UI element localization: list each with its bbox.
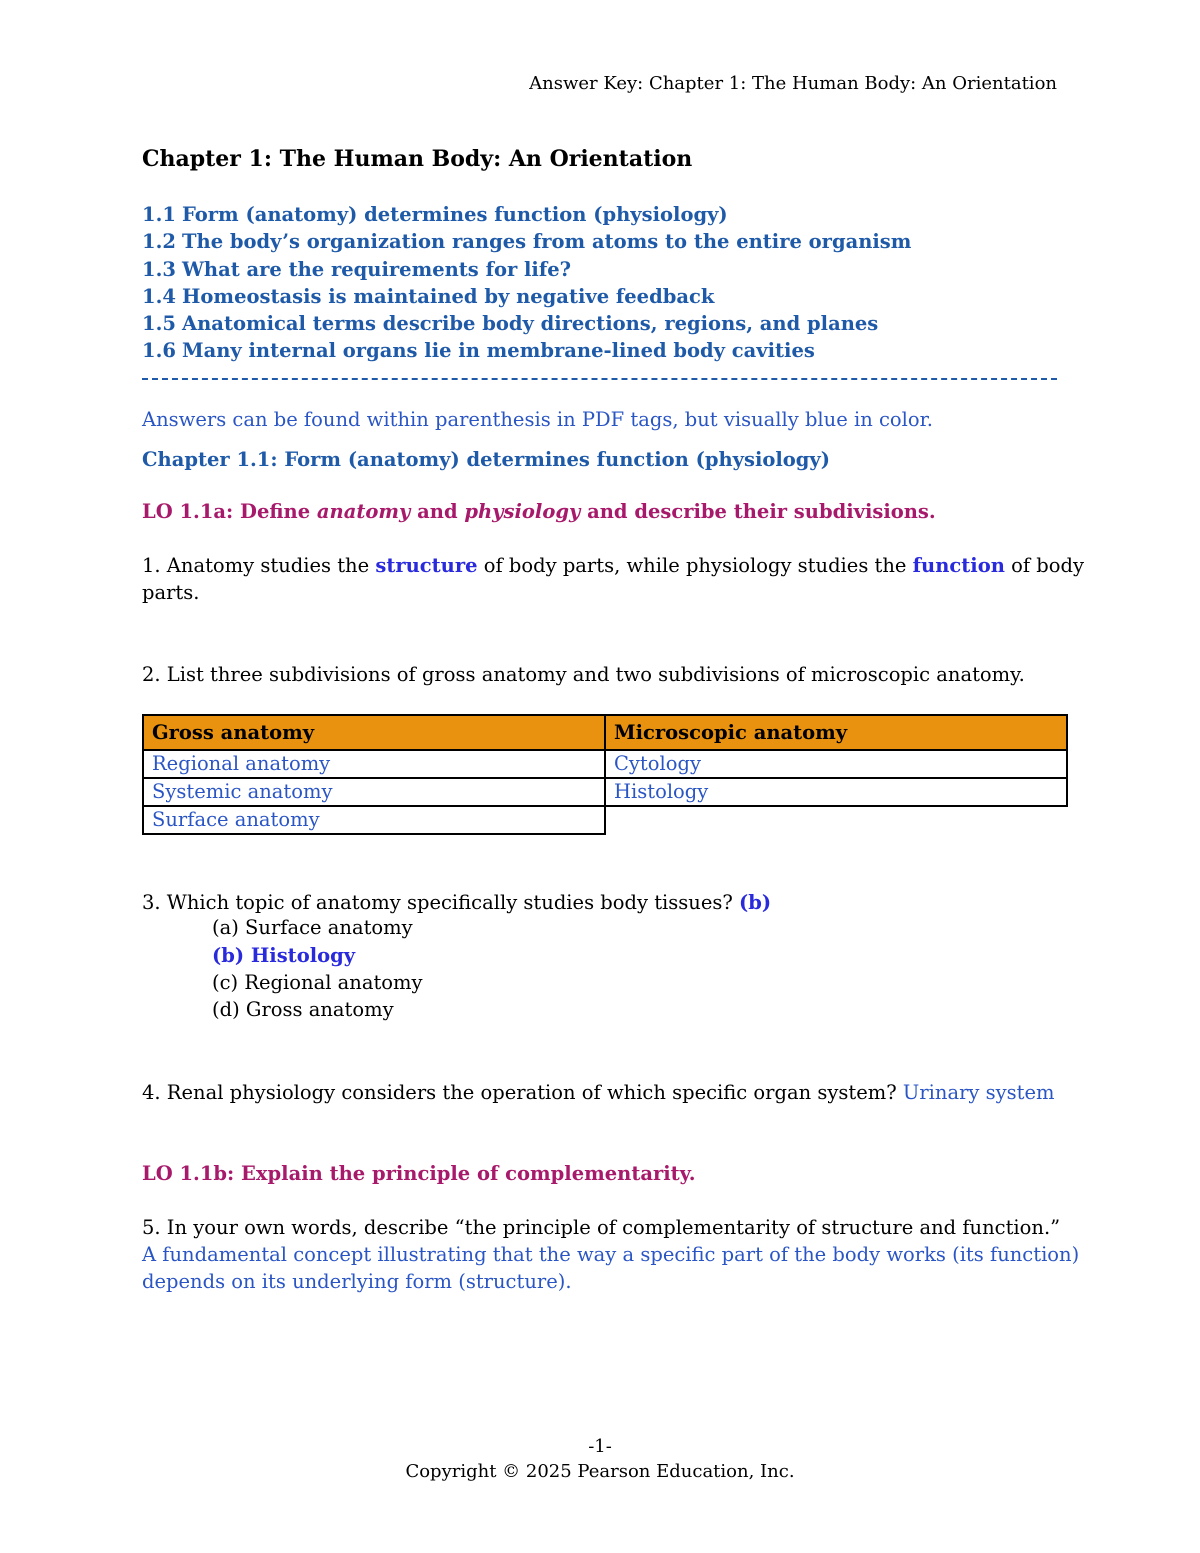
lo-prefix: LO 1.1a: Define <box>142 500 317 523</box>
table-cell-empty <box>605 806 1067 834</box>
toc-number: 1.6 <box>142 339 176 363</box>
lo-term: anatomy <box>316 500 411 523</box>
table-header: Gross anatomy <box>143 715 605 750</box>
table-header-row <box>143 715 1067 750</box>
table-cell: Systemic anatomy <box>143 778 605 806</box>
question-2: 2. List three subdivisions of gross anatomy and two subdivisions of microscopic anatomy. <box>142 663 1025 686</box>
table-cell: Cytology <box>605 750 1067 778</box>
question-answer: A fundamental concept illustrating that the way a specific part of the body works (its function) <box>142 1243 1080 1266</box>
question-text: 3. Which topic of anatomy specifically studies body tissues? <box>142 891 740 914</box>
table-of-contents <box>142 203 911 367</box>
question-text: 4. Renal physiology considers the operation of which specific organ system? <box>142 1081 903 1104</box>
table-row <box>143 750 1067 778</box>
table-cell: Regional anatomy <box>143 750 605 778</box>
question-text: 5. In your own words, describe “the principle of complementarity of structure and function.” <box>142 1216 1061 1239</box>
toc-text: Many internal organs lie in membrane-lined body cavities <box>182 339 815 363</box>
toc-text: Homeostasis is maintained by negative feedback <box>182 284 715 308</box>
toc-item <box>142 285 911 312</box>
divider <box>142 378 1057 380</box>
question-5 <box>142 1214 1079 1295</box>
option-b-correct: (b) Histology <box>212 944 356 967</box>
toc-item <box>142 203 911 230</box>
table-cell: Surface anatomy <box>143 806 605 834</box>
toc-item <box>142 230 911 257</box>
anatomy-table <box>142 714 1068 835</box>
copyright: Copyright © 2025 Pearson Education, Inc. <box>405 1461 795 1482</box>
option-c: (c) Regional anatomy <box>212 971 423 994</box>
page-number: -1- <box>588 1436 612 1457</box>
toc-text: Form (anatomy) determines function (physiology) <box>182 203 728 226</box>
question-text: of body <box>1004 554 1084 577</box>
section-title: Chapter 1.1: Form (anatomy) determines function (physiology) <box>142 448 830 471</box>
answer-function: function <box>912 554 1005 577</box>
learning-objective-a <box>142 500 936 523</box>
lo-term: physiology <box>464 500 581 523</box>
toc-number: 1.4 <box>142 284 176 308</box>
question-answer: Urinary system <box>902 1081 1055 1104</box>
table-header: Microscopic anatomy <box>605 715 1067 750</box>
toc-text: Anatomical terms describe body directions, regions, and planes <box>182 312 879 336</box>
option-d: (d) Gross anatomy <box>212 998 394 1021</box>
answer-structure: structure <box>375 554 478 577</box>
question-1 <box>142 552 1084 606</box>
lo-and: and <box>410 500 465 523</box>
page-title: Chapter 1: The Human Body: An Orientation <box>142 146 693 172</box>
toc-number: 1.1 <box>142 203 176 226</box>
toc-item <box>142 258 911 285</box>
toc-text: The body’s organization ranges from atoms to the entire organism <box>182 230 912 254</box>
running-header: Answer Key: Chapter 1: The Human Body: An Orientation <box>529 73 1057 94</box>
question-text: parts. <box>142 581 200 604</box>
question-3 <box>142 889 771 916</box>
toc-item <box>142 312 911 339</box>
toc-number: 1.3 <box>142 257 176 281</box>
toc-number: 1.5 <box>142 312 176 336</box>
question-text: of body parts, while physiology studies the <box>477 554 913 577</box>
learning-objective-b: LO 1.1b: Explain the principle of complementarity. <box>142 1162 696 1185</box>
question-4 <box>142 1079 1055 1106</box>
question-text: 1. Anatomy studies the <box>142 554 376 577</box>
toc-item <box>142 339 911 366</box>
lo-suffix: and describe their subdivisions. <box>580 500 936 523</box>
answer-note: Answers can be found within parenthesis in PDF tags, but visually blue in color. <box>142 408 933 431</box>
toc-number: 1.2 <box>142 230 176 254</box>
table-cell: Histology <box>605 778 1067 806</box>
option-a: (a) Surface anatomy <box>212 916 413 939</box>
question-answer: (b) <box>739 891 772 914</box>
table-row <box>143 778 1067 806</box>
question-answer: depends on its underlying form (structure). <box>142 1270 572 1293</box>
toc-text: What are the requirements for life? <box>182 257 572 281</box>
table-row <box>143 806 1067 834</box>
